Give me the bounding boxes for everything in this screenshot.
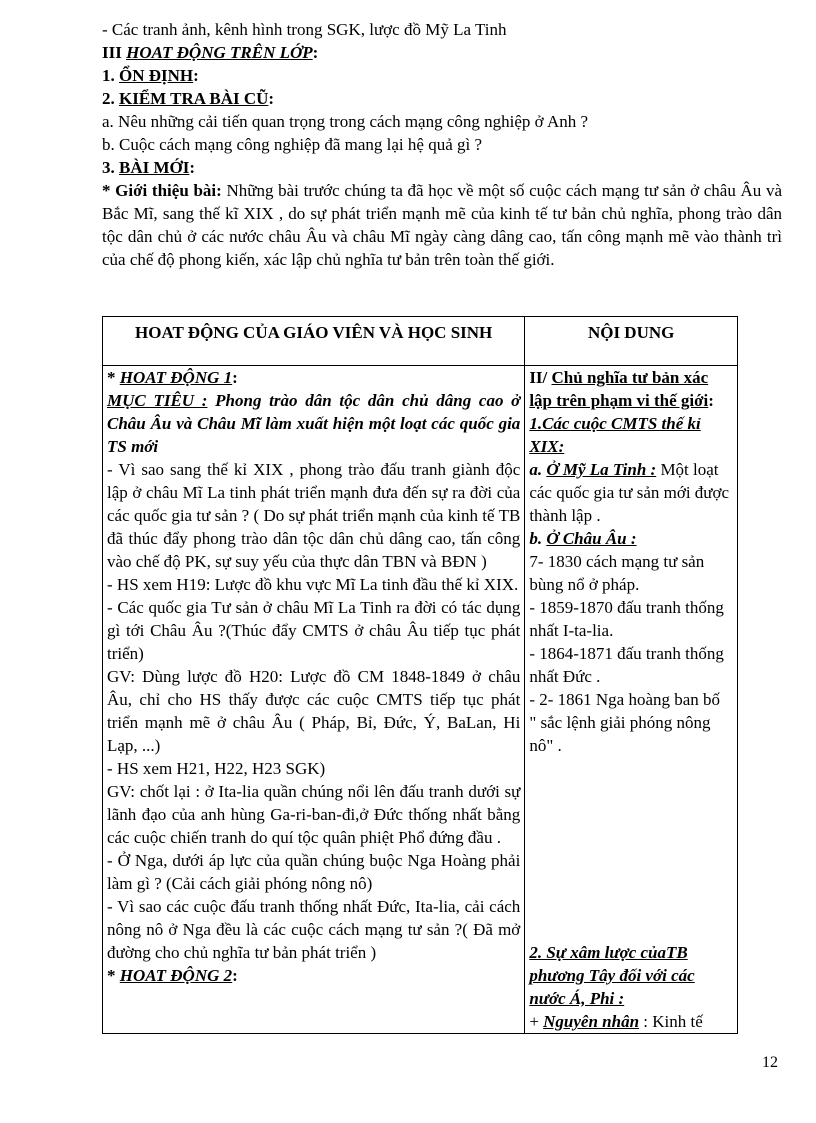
activity-2-heading: * HOAT ĐỘNG 2: [107,966,238,985]
activity-paragraph: - Vì sao các cuộc đấu tranh thống nhất Đức, Ita-lia, cải cách nông nô ở Nga đều là các cuộc cách mạng tư sản ?( Đã mở đường cho chủ nghĩa tư bản phát triển ) [107,897,521,962]
step-1-heading: 1. ỔN ĐỊNH: [102,66,199,85]
activity-paragraph: - Các quốc gia Tư sản ở châu Mĩ La Tinh ra đời có tác dụng gì tới Châu Âu ?(Thúc đẩy CMTS ở châu Âu tiếp tục phát triển) [107,598,521,663]
content-item: - 1864-1871 đấu tranh thống nhất Đức . [529,644,724,686]
activity-paragraph: - HS xem H21, H22, H23 SGK) [107,759,326,778]
content-section-2-heading: II/ Chủ nghĩa tư bản xác lập trên phạm vi thế giới: [529,368,714,410]
content-item: " sắc lệnh giải phóng nông nô" . [529,713,711,755]
objective: MỤC TIÊU : Phong trào dân tộc dân chủ dâng cao ở Châu Âu và Châu Mĩ làm xuất hiện một loạt các quốc gia TS mới [107,391,521,456]
content-latin-america: a. Ở Mỹ La Tinh : Một loạt các quốc gia tư sản mới được thành lập . [529,460,730,525]
activity-table [102,316,738,1034]
activity-1-heading: * HOAT ĐỘNG 1: [107,368,238,387]
materials-line: - Các tranh ảnh, kênh hình trong SGK, lược đồ Mỹ La Tinh [102,20,507,39]
introduction-paragraph: * Giới thiệu bài: Những bài trước chúng ta đã học về một số cuộc cách mạng tư sản ở châu Âu và Bắc Mĩ, sang thế kĩ XIX , do sự phát triển mạnh mẽ của kinh tế tư bản chủ nghĩa, phong trào dân tộc dân chủ ở các nước châu Âu và châu Mĩ ngày càng dâng cao, tấn công mạnh mẽ vào thành trì của chế độ phong kiến, xác lập chủ nghĩa tư bản trên toàn thế giới. [102,181,783,269]
header-content: NỘI DUNG [525,317,738,366]
activities-cell [103,366,525,1034]
activity-paragraph: - Vì sao sang thế kỉ XIX , phong trào đấu tranh giành độc lập ở châu Mĩ La tinh phát triển mạnh đưa đến sự ra đời của các quốc gia tư sản ? ( Do sự phát triển mạnh của kinh tế TB đã thúc đẩy phong trào dân tộc dân chủ dâng cao, tấn công vào chế độ PK, sự suy yếu của thực dân TBN và BĐN ) [107,460,521,571]
activity-paragraph: GV: Dùng lược đồ H20: Lược đồ CM 1848-1849 ở châu Âu, chỉ cho HS thấy được các cuộc CMTS tiếp tục phát triển mạnh mẽ ở châu Âu ( Pháp, Bỉ, Đức, Ý, BaLan, Hi Lạp, ...) [107,667,521,755]
content-item: 7- 1830 cách mạng tư sản bùng nổ ở pháp. [529,552,705,594]
lesson-intro [102,18,782,271]
content-cause: + Nguyên nhân : Kinh tế [529,1012,703,1031]
section-3-heading: III HOAT ĐỘNG TRÊN LỚP: [102,43,319,62]
content-subheading-2: 2. Sự xâm lược củaTB phương Tây đối với các nước Á, Phi : [529,943,695,1008]
activity-paragraph: - Ở Nga, dưới áp lực của quần chúng buộc Nga Hoàng phải làm gì ? (Cải cách giải phóng nông nô) [107,851,521,893]
step-3-heading: 3. BÀI MỚI: [102,158,196,177]
activity-paragraph: GV: chốt lại : ở Ita-lia quần chúng nổi lên đấu tranh dưới sự lãnh đạo của anh hùng Ga-ri-ban-đi,ở Đức thống nhất bằng các cuộc chiến tranh do quí tộc quân phiệt Phổ đứng đầu . [107,782,521,847]
table-header-row [103,317,738,366]
step-2-heading: 2. KIỂM TRA BÀI CŨ: [102,89,275,108]
header-teacher-student-activities: HOAT ĐỘNG CỦA GIÁO VIÊN VÀ HỌC SINH [103,317,525,366]
review-question-a: a. Nêu những cải tiến quan trọng trong cách mạng công nghiệp ở Anh ? [102,112,589,131]
page-number: 12 [762,1054,778,1071]
blank-space [529,757,733,941]
content-subheading-1: 1.Các cuộc CMTS thế kỉ XIX: [529,414,701,456]
activity-paragraph: - HS xem H19: Lược đồ khu vực Mĩ La tinh đầu thế kỉ XIX. [107,575,519,594]
table-body-row [103,366,738,1034]
content-item: - 2- 1861 Nga hoàng ban bố [529,690,721,709]
content-europe-heading: b. Ở Châu Âu : [529,529,637,548]
review-question-b: b. Cuộc cách mạng công nghiệp đã mang lại hệ quả gì ? [102,135,483,154]
content-item: - 1859-1870 đấu tranh thống nhất I-ta-lia. [529,598,724,640]
content-cell [525,366,738,1034]
